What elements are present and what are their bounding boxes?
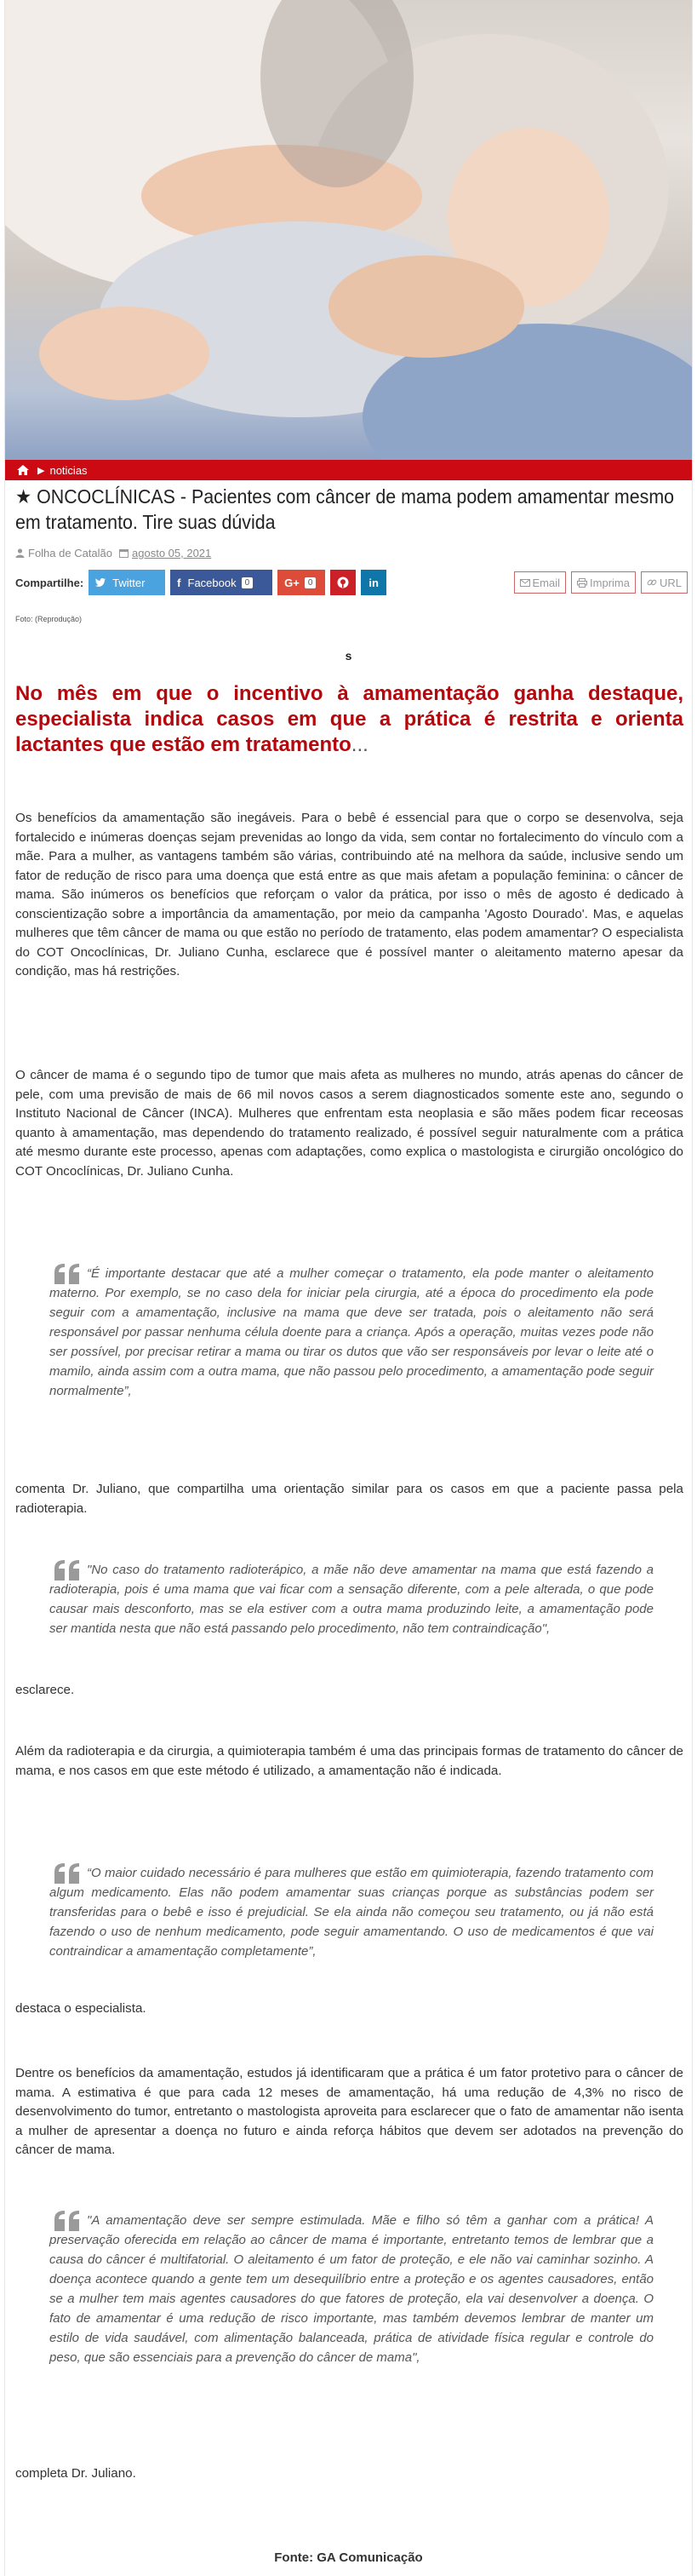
print-label: Imprima xyxy=(590,576,630,589)
pinterest-share-button[interactable] xyxy=(330,570,356,595)
article-page xyxy=(4,0,693,2576)
paragraph: Os benefícios da amamentação são inegáveis. Para o bebê é essencial para que o corpo se desenvolva, seja fortalecido e inúmeras doenças sejam prevenidas ao longo da vida, sem contar no fortalecimento do vínculo com a mãe. Para a mulher, as vantagens também são várias, contribuindo até na melhora da saúde, inclusive sendo um fator de redução de risco para uma doença que está entre as que mais afetam a população feminina: o câncer de mama. São inúmeros os benefícios que reforçam o valor da prática, por isso o mês de agosto é dedicado à conscientização sobre a importância da amamentação, por meio da campanha 'Agosto Dourado'. Mas, e aquelas mulheres que têm câncer de mama ou que estão no período de tratamento, elas podem amamentar? O especialista do COT Oncoclínicas, Dr. Juliano Cunha, esclarece que é possível manter o aleitamento materno apesar da condição, mas há restrições. xyxy=(15,811,683,978)
facebook-share-count: 0 xyxy=(242,577,254,588)
twitter-icon xyxy=(95,578,106,587)
facebook-icon: f xyxy=(177,576,181,589)
blockquote: “O maior cuidado necessário é para mulheres que estão em quimioterapia, fazendo tratamento com algum medicamento. Elas não podem amamentar suas crianças porque as substâncias podem ser transferidas para o bebê e isso é prejudicial. Se ela ainda não começou seu tratamento, ou já não está fazendo o uso de nenhum medicamento, pode seguir amamentando. O uso de medicamentos é que vai contraindicar a amamentação completamente”, xyxy=(49,1866,654,1959)
share-label: Compartilhe: xyxy=(15,576,84,589)
article-lead-text: No mês em que o incentivo à amamentação ganha destaque, especialista indica casos em que a prática é restrita e orienta lactantes que estão em tratamento xyxy=(15,682,683,756)
link-icon xyxy=(647,577,657,588)
article-source: Fonte: GA Comunicação xyxy=(274,2550,423,2565)
photo-credit: Foto: (Reprodução) xyxy=(15,615,83,623)
gplus-share-count: 0 xyxy=(305,577,317,588)
breadcrumb xyxy=(5,460,692,480)
article-meta xyxy=(15,547,211,559)
user-icon xyxy=(15,548,25,558)
article-author[interactable]: Folha de Catalão xyxy=(28,547,113,559)
blockquote: "No caso do tratamento radioterápico, a mãe não deve amamentar na mama que está fazendo a radioterapia, pois é uma mama que vai ficar com a sensação diferente, com a pele alterada, o que pode causar mais desconforto, mas se ela estiver com a outra mama produzindo leite, a amamentação pode ser mantida nesta que não está passando pelo procedimento, não tem contraindicação", xyxy=(49,1563,654,1636)
paragraph: O câncer de mama é o segundo tipo de tumor que mais afeta as mulheres no mundo, atrás apenas do câncer de pele, com uma previsão de mais de 66 mil novos casos a serem diagnosticados somente este ano, segundo o Instituto Nacional de Câncer (INCA). Mulheres que enfrentam esta neoplasia e são mães podem ficar receosas quanto à amamentação, mas dependendo do tratamento realizado, é possível seguir naturalmente com a prática até mesmo durante este processo, apenas com adaptações, como explica o mastologista e cirurgião oncológico do COT Oncoclínicas, Dr. Juliano Cunha. xyxy=(15,1068,683,1179)
pinterest-icon xyxy=(337,577,349,588)
linkedin-icon: in xyxy=(368,576,379,589)
url-button[interactable] xyxy=(641,571,688,594)
facebook-share-label: Facebook xyxy=(187,576,237,589)
email-label: Email xyxy=(532,576,561,589)
hero-image xyxy=(5,0,692,460)
article-lead xyxy=(15,681,683,758)
envelope-icon xyxy=(520,579,530,587)
linkedin-share-button[interactable] xyxy=(361,570,386,595)
paragraph: esclarece. xyxy=(15,1683,75,1697)
article-title: ★ ONCOCLÍNICAS - Pacientes com câncer de mama podem amamentar mesmo em tratamento. Tire suas dúvida xyxy=(15,485,675,533)
gplus-share-button[interactable] xyxy=(277,570,325,595)
paragraph: Além da radioterapia e da cirurgia, a quimioterapia também é uma das principais formas de tratamento do câncer de mama, e nos casos em que este método é utilizado, a amamentação não é indicada. xyxy=(15,1744,683,1778)
blockquote: “É importante destacar que até a mulher começar o tratamento, ela pode manter o aleitamento materno. Por exemplo, se no caso dela for iniciar pela cirurgia, até a época do procedimento ela pode seguir com a amamentação, inclusive na mama que deve ser tratada, pois o aleitamento não será responsável por passar nenhuma célula doente para a criança. Após a operação, muitas vezes pode não ser possível, por precisar retirar a mama ou tirar os dutos que vão ser responsáveis por levar o leite até o mamilo, ainda assim com a outra mama, que não passou pelo procedimento, a amamentação pode seguir normalmente”, xyxy=(49,1266,654,1398)
twitter-share-label: Twitter xyxy=(112,576,146,589)
paragraph: destaca o especialista. xyxy=(15,2001,146,2016)
url-label: URL xyxy=(659,576,682,589)
printer-icon xyxy=(577,578,587,588)
gplus-share-label: G+ xyxy=(284,576,300,589)
twitter-share-button[interactable] xyxy=(89,570,165,595)
share-utility-buttons xyxy=(509,571,688,594)
facebook-share-button[interactable] xyxy=(170,570,272,595)
separator-letter: s xyxy=(345,649,352,663)
paragraph: completa Dr. Juliano. xyxy=(15,2466,136,2481)
paragraph: comenta Dr. Juliano, que compartilha uma orientação similar para os casos em que a paciente passa pela radioterapia. xyxy=(15,1482,683,1516)
article-date[interactable]: agosto 05, 2021 xyxy=(132,547,212,559)
email-button[interactable] xyxy=(514,571,567,594)
calendar-icon xyxy=(119,548,129,558)
chevron-right-icon: ▶ xyxy=(37,465,45,476)
print-button[interactable] xyxy=(571,571,636,594)
home-icon[interactable] xyxy=(17,465,29,475)
blockquote: "A amamentação deve ser sempre estimulada. Mãe e filho só têm a ganhar com a prática! A preservação oferecida em relação ao câncer de mama é importante, entretanto temos de lembrar que a causa do câncer é multifatorial. O aleitamento é um fator de proteção, e ele não vai caminhar sozinho. A doença acontece quando a gente tem um desequilíbrio entre a proteção e os agentes causadores, então se a mulher tem mais agentes causadores do que fatores de proteção, ela vai desenvolver a doença. O fato de amamentar é uma redução de risco importante, mas também devemos lembrar de manter um estilo de vida saudável, com alimentação balanceada, prática de atividade física regular e controle do peso, que são essenciais para a prevenção do câncer de mama", xyxy=(49,2213,654,2365)
share-bar xyxy=(15,569,688,596)
breadcrumb-section-link[interactable]: noticias xyxy=(49,463,88,477)
paragraph: Dentre os benefícios da amamentação, estudos já identificaram que a prática é um fator protetivo para o câncer de mama. A estimativa é que para cada 12 meses de amamentação, há uma redução de 4,3% no risco de desenvolvimento do tumor, entretanto o mastologista aproveita para esclarecer que o fato de amamentar não isenta a mulher de apresentar a doença no futuro e ainda reforça hábitos que devem ser adotados na prevenção do câncer de mama. xyxy=(15,2066,683,2157)
article-lead-ellipsis: ... xyxy=(351,733,368,756)
